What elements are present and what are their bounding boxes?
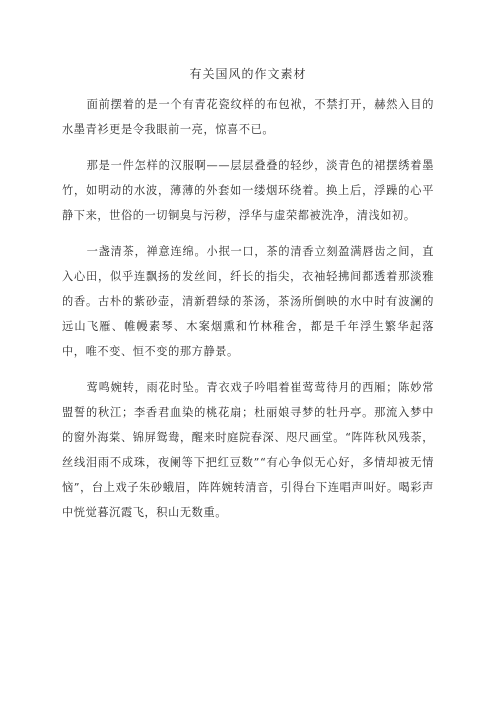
paragraph-3: 一盏清茶，禅意连绵。小抿一口，茶的清香立刻盈满唇齿之间，直入心田，似乎连飘扬的发丝间，纤长的指尖，衣袖轻拂间都透着那淡雅的香。古朴的紫砂壶，清新碧绿的茶汤，茶汤所倒映的水中时有波澜的远山飞雁、帷幔素琴、木案烟熏和竹林稚舍，都是千年浮生繁华起落中，唯不变、恒不变的那方静景。 — [62, 245, 434, 358]
paragraph-4: 莺鸣婉转，雨花时坠。青衣戏子吟唱着崔莺莺待月的西厢；陈妙常盟誓的秋江；李香君血染的桃花扇；杜丽娘寻梦的牡丹亭。那流入梦中的窗外海棠、锦屏鸳鸯，醒来时庭院春深、咫尺画堂。“阵阵秋风残荼，丝线泪雨不成珠，夜阑等下把红豆数”“有心争似无心好，多情却被无情恼”，台上戏子朱砂蛾眉，阵阵婉转清音，引得台下连唱声叫好。喝彩声中恍觉暮沉霞飞，积山无数重。 — [62, 381, 434, 519]
paragraph-1: 面前摆着的是一个有青花瓷纹样的布包袱，不禁打开，赫然入目的水墨青衫更是令我眼前一亮，惊喜不已。 — [62, 98, 434, 136]
document-title: 有关国风的作文素材 — [189, 67, 307, 81]
document-body — [62, 92, 434, 536]
paragraph-2: 那是一件怎样的汉服啊——层层叠叠的轻纱，淡青色的裙摆绣着墨竹，如明动的水波，薄薄的外套如一缕烟环绕着。换上后，浮躁的心平静下来，世俗的一切铜臭与污秽，浮华与虚荣都被洗净，清浅如初。 — [62, 159, 434, 222]
